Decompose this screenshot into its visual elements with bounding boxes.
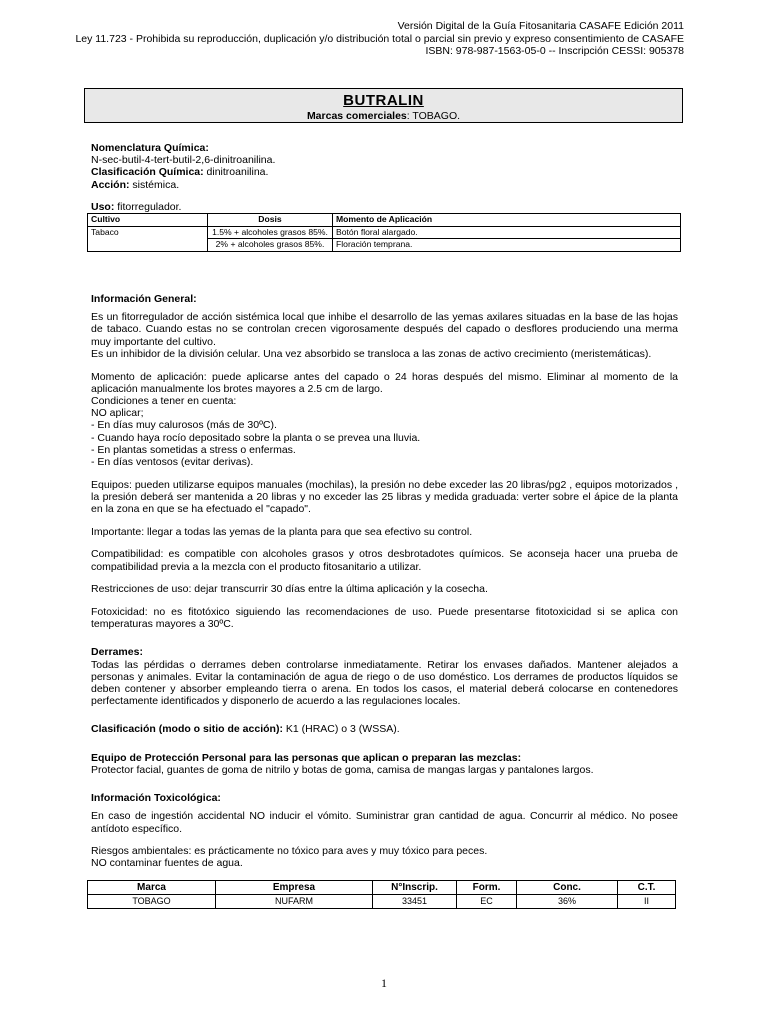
general-p4: Condiciones a tener en cuenta: — [91, 394, 237, 407]
dose-cell: 1.5% + alcoholes grasos 85%. — [208, 226, 333, 239]
action-value: sistémica. — [129, 178, 180, 191]
brand-col-empresa: Empresa — [216, 881, 373, 895]
formulation-cell: EC — [457, 895, 517, 909]
ppe-heading: Equipo de Protección Personal para las personas que aplican o preparan las mezclas: — [91, 751, 522, 764]
brand-col-ct: C.T. — [618, 881, 676, 895]
tox-p1: En caso de ingestión accidental NO inducir el vómito. Suministrar gran cantidad de agua. Concurrir al médico. No posee antídoto específico. — [91, 810, 678, 835]
nomenclature-value: N-sec-butil-4-tert-butil-2,6-dinitroanilina. — [91, 154, 276, 167]
brands-label: Marcas comerciales — [306, 110, 407, 122]
ppe-text: Protector facial, guantes de goma de nitrilo y botas de goma, camisa de mangas largas y pantalones largos. — [91, 763, 594, 776]
general-p3: Momento de aplicación: puede aplicarse antes del capado o 24 horas después del mismo. Eliminar al momento de la aplicación manualmente los brotes mayores a 2.5 cm de largo. — [91, 370, 678, 395]
tox-p3: NO contaminar fuentes de agua. — [91, 857, 243, 870]
moment-cell: Botón floral alargado. — [333, 226, 681, 239]
content-main — [91, 293, 678, 870]
general-p1: Es un fitorregulador de acción sistémica local que inhibe el desarrollo de las yemas axilares situadas en la base de las hojas de tabaco. Cuando estas no se controlan crecen vigorosamente después del capado o desflores produciendo una merma muy importante del cultivo. — [91, 311, 678, 348]
general-p5: NO aplicar; — [91, 407, 144, 420]
general-heading: Información General: — [91, 293, 197, 305]
title-box — [84, 88, 683, 123]
moment-cell: Floración temprana. — [333, 239, 681, 252]
general-bullet-2: - Cuando haya rocío depositado sobre la planta o se prevea una lluvia. — [91, 431, 421, 444]
classification-value: dinitroanilina. — [203, 166, 269, 179]
brand-col-conc: Conc. — [517, 881, 618, 895]
brands-line — [85, 110, 682, 122]
general-p9: Restricciones de uso: dejar transcurrir 30 días entre la última aplicación y la cosecha. — [91, 583, 488, 596]
general-p10: Fotoxicidad: no es fitotóxico siguiendo las recomendaciones de uso. Puede presentarse fitotoxicidad si se aplica con temperaturas mayores a 30ºC. — [91, 606, 678, 631]
brand-col-form: Form. — [457, 881, 517, 895]
company-cell: NUFARM — [216, 895, 373, 909]
dose-cell: 2% + alcoholes grasos 85%. — [208, 239, 333, 252]
use-table — [87, 213, 681, 252]
registration-cell: 33451 — [373, 895, 457, 909]
brand-table-header — [88, 881, 676, 895]
general-p6: Equipos: pueden utilizarse equipos manuales (mochilas), la presión no debe exceder las 20 libras/pg2 , equipos motorizados , la presión deberá ser mantenida a 20 libras y no exceder las 25 libras y medida graduada: verter sobre el ápice de la planta en la zona en que se ha efectuado el "capado". — [91, 478, 678, 516]
table-row — [88, 226, 681, 239]
crop-cell: Tabaco — [88, 226, 208, 251]
header-line-1: Versión Digital de la Guía Fitosanitaria CASAFE Edición 2011 — [397, 20, 684, 32]
general-p8: Compatibilidad: es compatible con alcoholes grasos y otros desbrotadotes químicos. Se aconseja hacer una prueba de compatibilidad previa a la mezcla con el producto fitosanitario a utilizar. — [91, 548, 678, 573]
tox-p2: Riesgos ambientales: es prácticamente no tóxico para aves y muy tóxico para peces. — [91, 845, 488, 858]
use-table-header — [88, 214, 681, 227]
document-header — [75, 20, 684, 58]
content-top — [91, 142, 678, 214]
general-p2: Es un inhibidor de la división celular. Una vez absorbido se transloca a las zonas de activo crecimiento (meristemáticas). — [91, 347, 652, 360]
brands-value: : TOBAGO. — [406, 110, 461, 122]
use-value: fitorregulador. — [114, 201, 182, 214]
header-line-2: Ley 11.723 - Prohibida su reproducción, duplicación y/o distribución total o parcial sin previo y expreso consentimiento de CASAFE — [75, 32, 684, 45]
general-p7: Importante: llegar a todas las yemas de la planta para que sea efectivo su control. — [91, 525, 473, 538]
header-line-3: ISBN: 978-987-1563-05-0 -- Inscripción CESSI: 905378 — [425, 45, 684, 57]
table-row — [88, 895, 676, 909]
general-bullet-4: - En días ventosos (evitar derivas). — [91, 455, 254, 468]
classification-mode-label: Clasificación (modo o sitio de acción): — [91, 723, 283, 736]
classification-mode-value: K1 (HRAC) o 3 (WSSA). — [282, 723, 400, 736]
use-label: Uso: — [91, 201, 115, 214]
use-col-dose: Dosis — [208, 214, 333, 227]
use-col-crop: Cultivo — [88, 214, 208, 227]
concentration-cell: 36% — [517, 895, 618, 909]
brand-table — [87, 880, 676, 909]
brand-col-inscrip: N°Inscrip. — [373, 881, 457, 895]
general-bullet-1: - En días muy calurosos (más de 30ºC). — [91, 419, 277, 432]
toxic-class-cell: II — [618, 895, 676, 909]
action-label: Acción: — [91, 178, 130, 191]
page-number: 1 — [381, 976, 387, 990]
brand-cell: TOBAGO — [88, 895, 216, 909]
brand-col-marca: Marca — [88, 881, 216, 895]
nomenclature-label: Nomenclatura Química: — [91, 142, 209, 154]
general-bullet-3: - En plantas sometidas a stress o enfermas. — [91, 443, 296, 456]
classification-label: Clasificación Química: — [91, 166, 204, 179]
tox-heading: Información Toxicológica: — [91, 792, 221, 805]
product-title: BUTRALIN — [343, 92, 424, 109]
spills-heading: Derrames: — [91, 646, 143, 659]
use-col-moment: Momento de Aplicación — [333, 214, 681, 227]
spills-text: Todas las pérdidas o derrames deben controlarse inmediatamente. Retirar los envases dañados. Mantener alejados a personas y animales. Evitar la contaminación de agua de riego o de uso doméstico. Los derrames de productos líquidos se deben contener y absorber empleando tierra o arena. En todos los casos, el material deberá colocarse en contenedores perfectamente identificados y disponerlo de acuerdo a las regulaciones locales. — [91, 658, 678, 708]
